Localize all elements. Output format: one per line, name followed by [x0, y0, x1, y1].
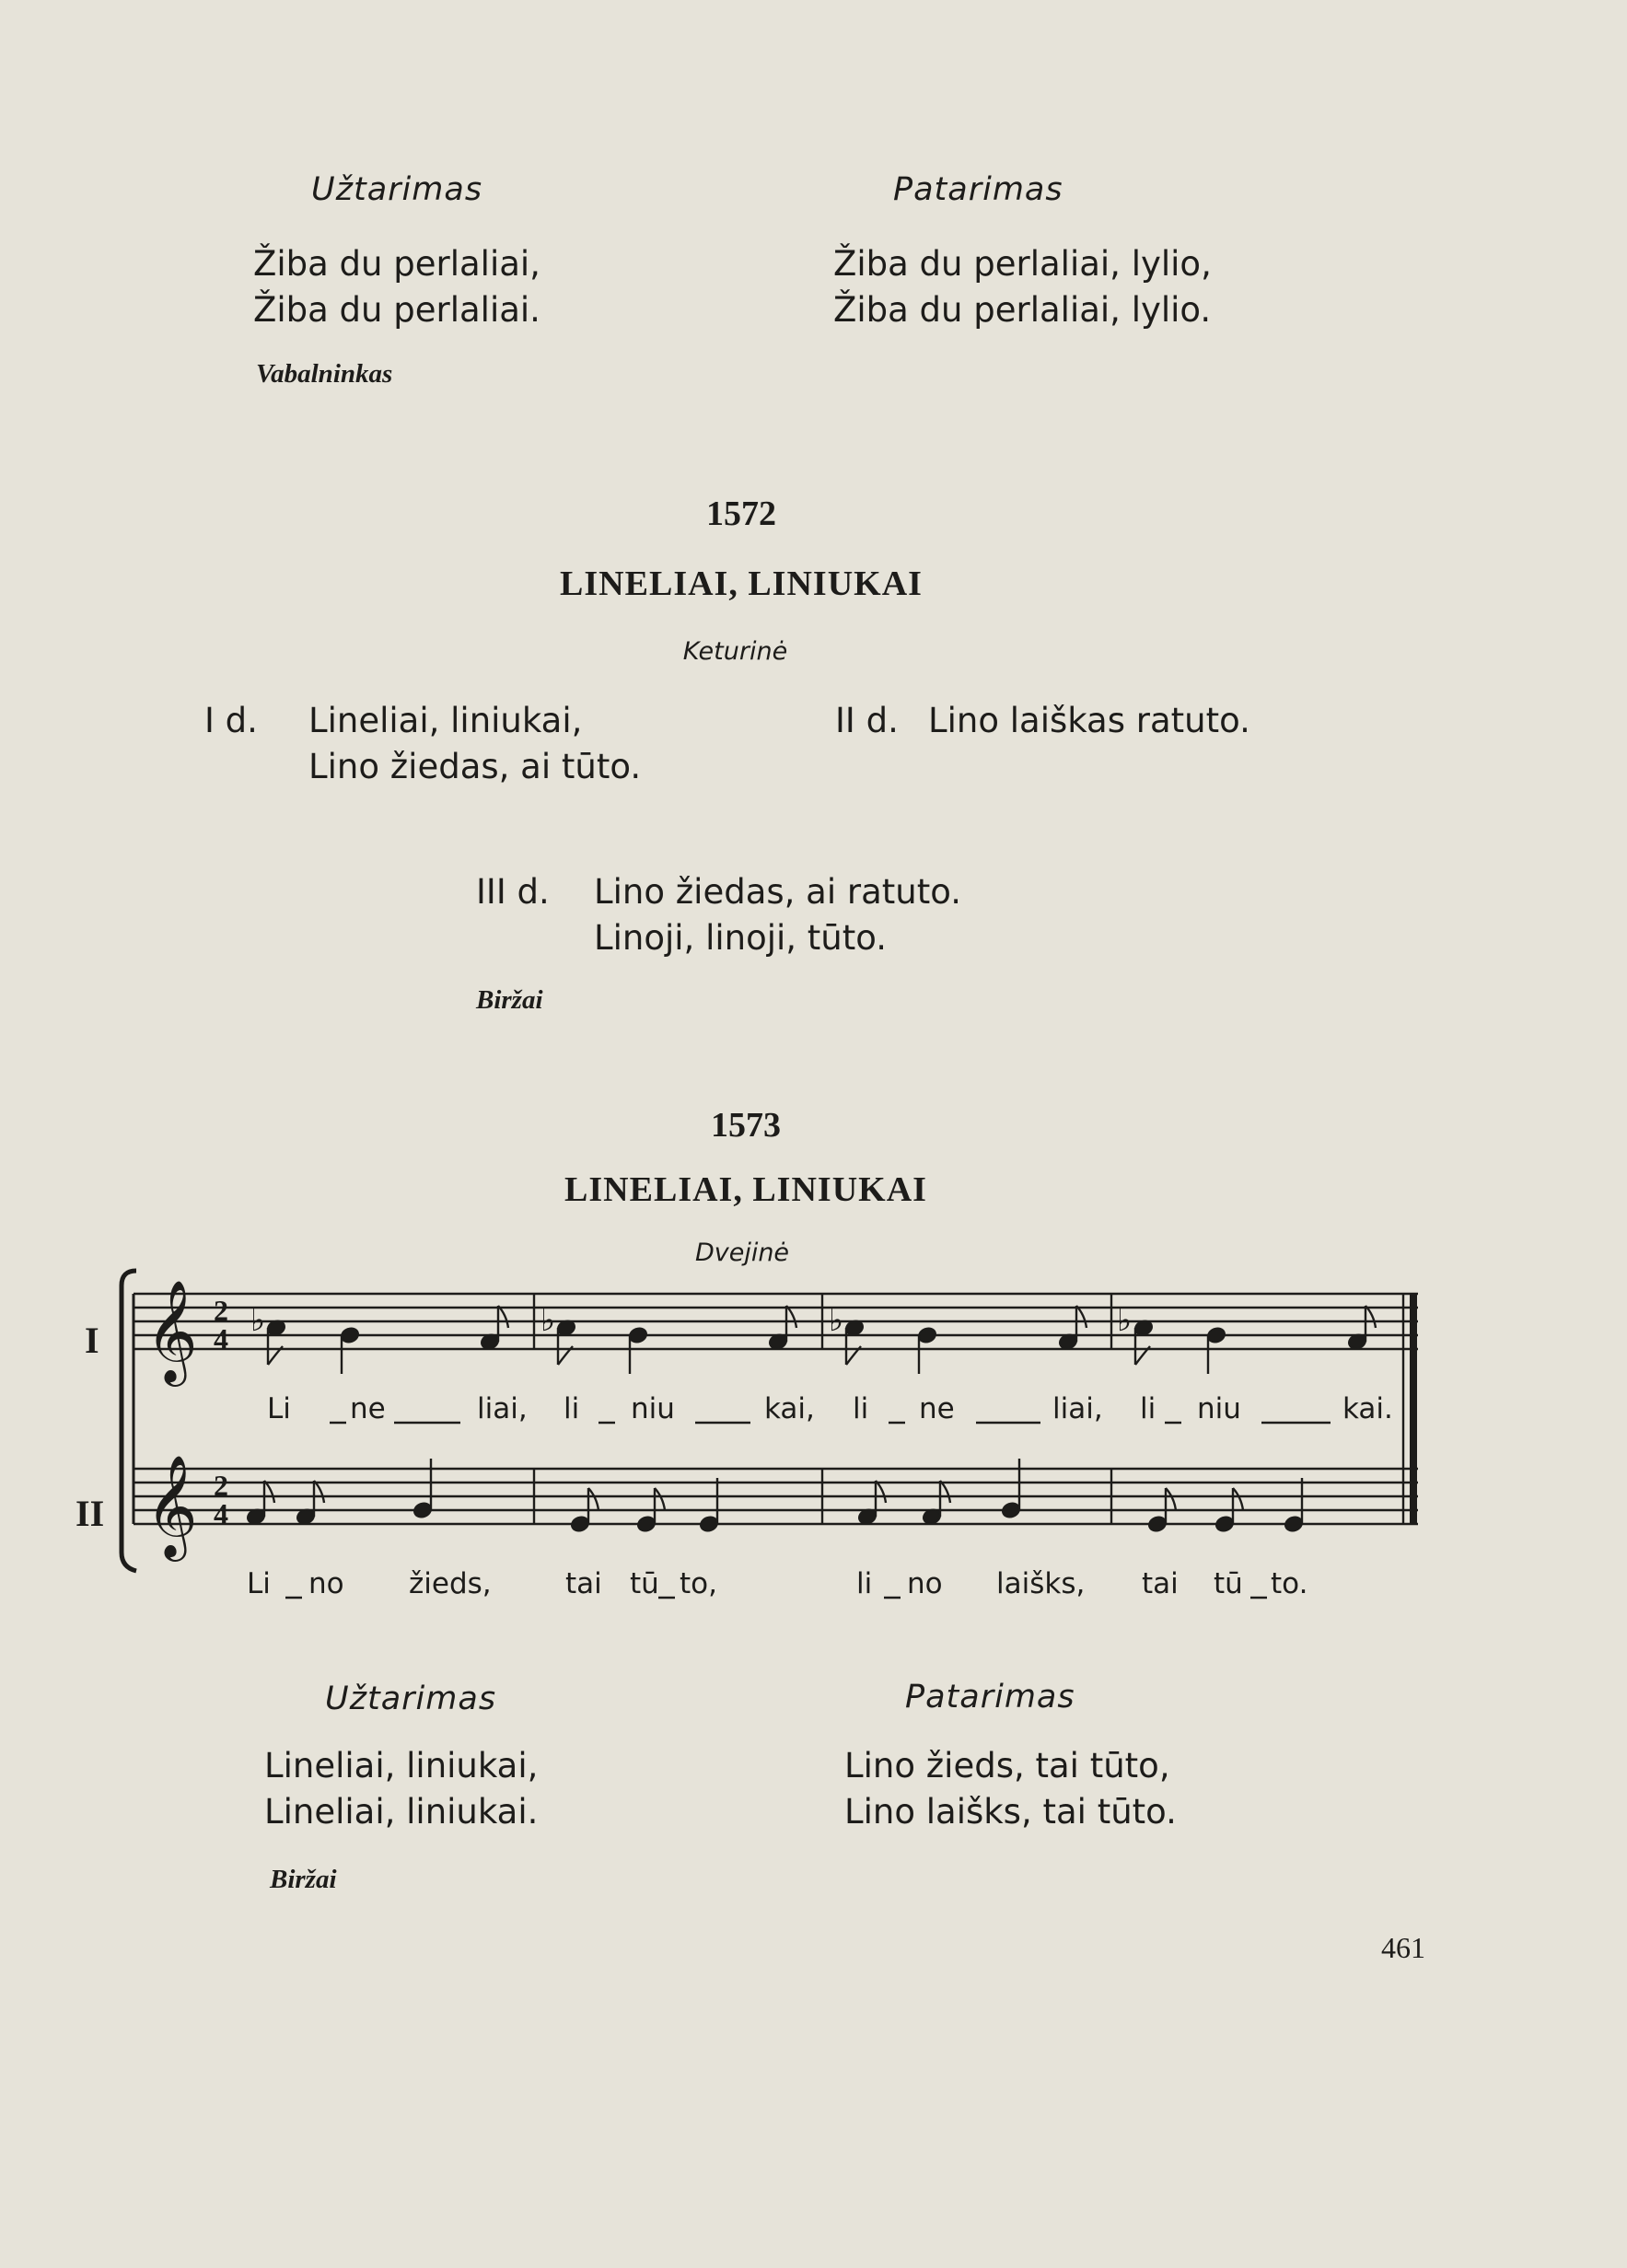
song-subtitle-1572: Keturinė: [682, 637, 788, 666]
lyric-ii-1: Li: [247, 1567, 271, 1600]
lyric-i-7: li: [853, 1392, 869, 1425]
page-number: 461: [1381, 1931, 1425, 1964]
lyric-ii-2: no: [308, 1567, 344, 1600]
lyric-i-2: ne: [350, 1392, 386, 1425]
staff-label-i: I: [85, 1320, 99, 1361]
song-title-1573: LINELIAI, LINIUKAI: [564, 1170, 927, 1209]
lyric-i-10: li: [1140, 1392, 1156, 1425]
part-1-line-1: Lineliai, liniukai,: [308, 701, 583, 740]
part-2-label: II d.: [835, 701, 899, 740]
part-3-line-2: Linoji, linoji, tūto.: [594, 918, 888, 958]
time-sig-bottom-ii: 4: [214, 1497, 228, 1530]
place-vabalninkas: Vabalninkas: [256, 359, 393, 389]
lyric-i-12: kai.: [1342, 1392, 1393, 1425]
treble-clef-i: 𝄞: [145, 1279, 198, 1382]
part-1-line-2: Lino žiedas, ai tūto.: [308, 747, 642, 786]
lyric-ii-8: no: [907, 1567, 943, 1600]
bottom-right-line-2: Lino laišks, tai tūto.: [844, 1792, 1177, 1832]
lyric-i-1: Li: [267, 1392, 291, 1425]
song-number-1572: 1572: [706, 494, 776, 533]
part-3-label: III d.: [476, 872, 550, 912]
staff-label-ii: II: [76, 1493, 105, 1534]
lyric-ii-12: to.: [1271, 1567, 1308, 1600]
left-verse-line-2: Žiba du perlaliai.: [253, 290, 540, 330]
flat-sign: ♭: [540, 1302, 556, 1339]
lyric-ii-10: tai: [1142, 1567, 1179, 1600]
lyric-ii-9: laišks,: [996, 1567, 1086, 1600]
lyric-i-6: kai,: [764, 1392, 815, 1425]
lyric-ii-7: li: [856, 1567, 873, 1600]
flat-sign: ♭: [1117, 1302, 1133, 1339]
song-subtitle-1573: Dvejinė: [694, 1239, 790, 1267]
bottom-left-heading: Užtarimas: [325, 1681, 497, 1717]
lyric-i-11: niu: [1197, 1392, 1241, 1425]
lyric-i-9: liai,: [1052, 1392, 1103, 1425]
lyric-i-4: li: [564, 1392, 580, 1425]
time-sig-top-ii: 2: [214, 1469, 228, 1502]
place-birzai-1572: Biržai: [476, 985, 543, 1015]
lyric-ii-3: žieds,: [409, 1567, 492, 1600]
lyric-i-3: liai,: [477, 1392, 528, 1425]
lyric-ii-6: to,: [680, 1567, 717, 1600]
lyric-ii-11: tū: [1214, 1567, 1243, 1600]
lyric-ii-5: tū: [630, 1567, 659, 1600]
right-verse-line-1: Žiba du perlaliai, lylio,: [833, 244, 1212, 284]
flat-sign: ♭: [829, 1302, 844, 1339]
bottom-right-heading: Patarimas: [905, 1679, 1075, 1716]
place-birzai-1573: Biržai: [270, 1865, 337, 1894]
lyric-i-8: ne: [919, 1392, 955, 1425]
right-verse-line-2: Žiba du perlaliai, lylio.: [833, 290, 1212, 330]
treble-clef-ii: 𝄞: [145, 1454, 198, 1557]
time-sig-bottom-i: 4: [214, 1322, 228, 1355]
right-heading-patarimas: Patarimas: [893, 171, 1063, 208]
bottom-left-line-2: Lineliai, liniukai.: [264, 1792, 539, 1832]
song-number-1573: 1573: [711, 1106, 781, 1145]
left-heading-uztarimas: Užtarimas: [311, 171, 483, 208]
flat-sign: ♭: [250, 1302, 266, 1339]
part-1-label: I d.: [204, 701, 258, 740]
part-2-line-1: Lino laiškas ratuto.: [928, 701, 1250, 740]
lyric-i-5: niu: [631, 1392, 675, 1425]
left-verse-line-1: Žiba du perlaliai,: [253, 244, 540, 284]
song-title-1572: LINELIAI, LINIUKAI: [560, 564, 923, 603]
bottom-right-line-1: Lino žieds, tai tūto,: [844, 1746, 1170, 1785]
part-3-line-1: Lino žiedas, ai ratuto.: [594, 872, 961, 912]
time-sig-top-i: 2: [214, 1294, 228, 1327]
lyric-ii-4: tai: [565, 1567, 602, 1600]
bottom-left-line-1: Lineliai, liniukai,: [264, 1746, 539, 1785]
